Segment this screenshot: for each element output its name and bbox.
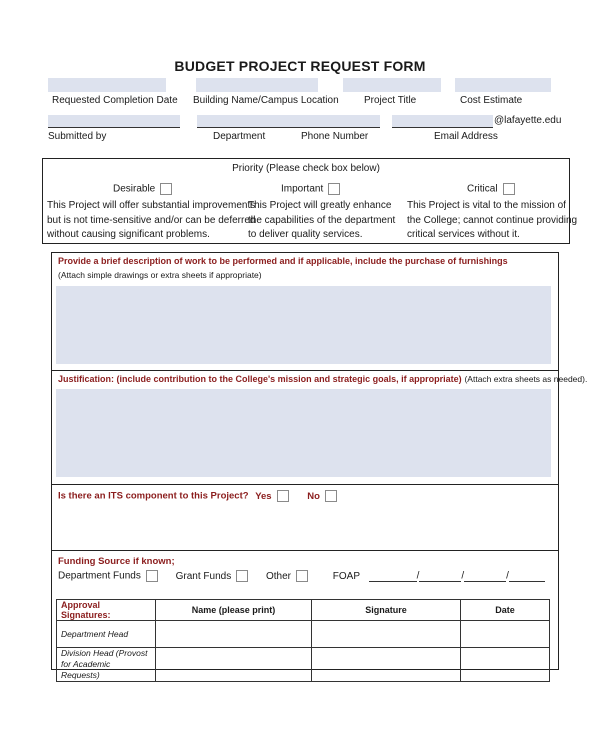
- description-textarea[interactable]: [56, 286, 551, 364]
- role-label: for Academic Requests): [61, 659, 111, 680]
- priority-desirable: [113, 183, 172, 195]
- department-label: Department: [213, 131, 266, 142]
- col-name: Name (please print): [156, 600, 312, 621]
- divider: [52, 550, 558, 551]
- project-title-label: Project Title: [364, 95, 417, 106]
- desirable-line: but is not time-sensitive and/or can be deferred: [47, 214, 256, 226]
- role-label: Division Head (Provost: [61, 648, 148, 658]
- approval-header-row: [57, 600, 550, 621]
- important-label: Important: [281, 183, 324, 195]
- cost-estimate-label: Cost Estimate: [460, 95, 523, 106]
- completion-date-field[interactable]: [48, 78, 166, 92]
- foap-label: FOAP: [332, 570, 360, 582]
- department-funds-label: Department Funds: [58, 570, 141, 582]
- foap-account-field[interactable]: [464, 571, 506, 582]
- justification-note: (Attach extra sheets as needed).: [464, 374, 588, 384]
- approval-table: [56, 599, 550, 682]
- divider: [52, 484, 558, 485]
- col-date: Date: [461, 600, 550, 621]
- email-address-label: Email Address: [434, 131, 498, 142]
- justification-textarea[interactable]: [56, 389, 551, 477]
- date-cell[interactable]: [461, 648, 550, 682]
- role-cell: [57, 648, 156, 682]
- funding-row: Department Funds Grant Funds Other FOAP / / /: [58, 570, 545, 582]
- submitted-by-label: Submitted by: [48, 131, 107, 142]
- name-cell[interactable]: [156, 621, 312, 648]
- desirable-label: Desirable: [113, 183, 156, 195]
- name-cell[interactable]: [156, 648, 312, 682]
- approval-heading: Approval Signatures:: [57, 600, 156, 621]
- important-checkbox[interactable]: [328, 183, 340, 195]
- critical-line: critical services without it.: [407, 229, 520, 240]
- phone-number-field[interactable]: [298, 115, 380, 128]
- col-signature: Signature: [312, 600, 461, 621]
- grant-funds-checkbox[interactable]: [236, 570, 248, 582]
- foap-program-field[interactable]: [509, 571, 545, 582]
- foap-org-field[interactable]: [419, 571, 461, 582]
- funding-heading: Funding Source if known;: [58, 556, 175, 567]
- description-heading: Provide a brief description of work to be performed and if applicable, include the purchase of furnishings: [58, 256, 508, 266]
- cost-estimate-field[interactable]: [455, 78, 551, 92]
- its-question: Is there an ITS component to this Project?: [58, 490, 249, 502]
- form-title: BUDGET PROJECT REQUEST FORM: [174, 58, 426, 74]
- its-yes-label: Yes: [255, 490, 272, 502]
- priority-heading: Priority (Please check box below): [232, 163, 380, 174]
- justification-heading: Justification: (include contribution to the College's mission and strategic goals, if appropriate): [58, 374, 462, 384]
- its-yes-checkbox[interactable]: [277, 490, 289, 502]
- justification-heading-row: [58, 374, 587, 385]
- table-row: [57, 648, 550, 682]
- completion-date-label: Requested Completion Date: [52, 95, 178, 106]
- email-domain: @lafayette.edu: [494, 115, 562, 126]
- important-line: to deliver quality services.: [248, 229, 363, 240]
- project-title-field[interactable]: [343, 78, 441, 92]
- description-note: (Attach simple drawings or extra sheets if appropriate): [58, 270, 262, 280]
- submitted-by-field[interactable]: [48, 115, 180, 128]
- priority-important: [281, 183, 340, 195]
- department-field[interactable]: [197, 115, 305, 128]
- critical-description: [407, 199, 577, 243]
- desirable-line: This Project will offer substantial improvements: [47, 200, 256, 211]
- important-line: the capabilities of the department: [248, 214, 396, 226]
- desirable-line: without causing significant problems.: [47, 229, 210, 240]
- other-label: Other: [265, 570, 291, 582]
- critical-line: This Project is vital to the mission of: [407, 200, 566, 211]
- building-location-field[interactable]: [196, 78, 318, 92]
- its-no-label: No: [307, 490, 320, 502]
- critical-line: the College; cannot continue providing: [407, 214, 578, 226]
- grant-funds-label: Grant Funds: [175, 570, 232, 582]
- table-row: [57, 621, 550, 648]
- important-description: [248, 199, 395, 243]
- foap-fund-field[interactable]: [369, 571, 417, 582]
- priority-box: [42, 158, 578, 244]
- important-line: This Project will greatly enhance: [248, 200, 392, 211]
- its-no-checkbox[interactable]: [325, 490, 337, 502]
- signature-cell[interactable]: [312, 621, 461, 648]
- signature-cell[interactable]: [312, 648, 461, 682]
- divider: [52, 370, 558, 371]
- email-address-field[interactable]: [392, 115, 493, 128]
- other-checkbox[interactable]: [296, 570, 308, 582]
- critical-label: Critical: [467, 183, 498, 195]
- role-label: Department Head: [61, 628, 129, 639]
- desirable-checkbox[interactable]: [160, 183, 172, 195]
- its-question-row: [58, 490, 337, 502]
- critical-checkbox[interactable]: [503, 183, 515, 195]
- phone-number-label: Phone Number: [301, 131, 369, 142]
- date-cell[interactable]: [461, 621, 550, 648]
- desirable-description: [47, 199, 255, 243]
- building-location-label: Building Name/Campus Location: [193, 95, 339, 106]
- request-details-box: [51, 252, 588, 680]
- department-funds-checkbox[interactable]: [146, 570, 158, 582]
- role-cell: [57, 621, 156, 648]
- priority-critical: [467, 183, 515, 195]
